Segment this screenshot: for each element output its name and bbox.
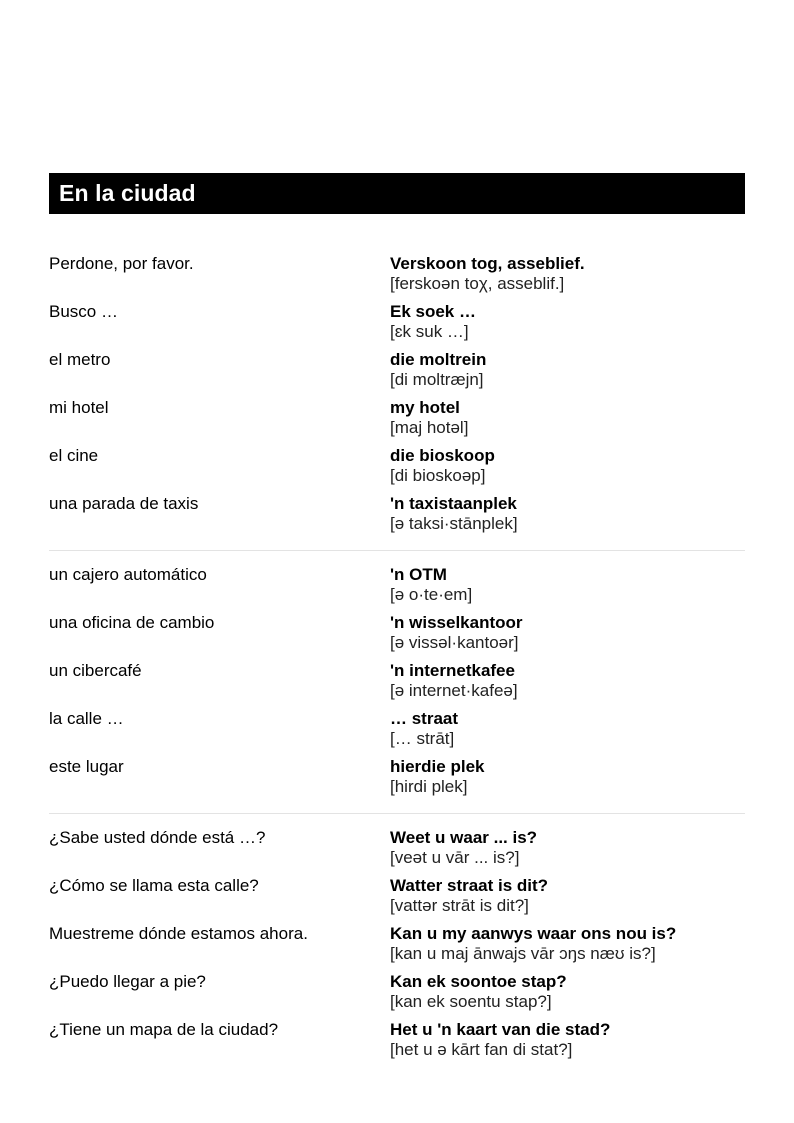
- phrase-row: [49, 350, 745, 398]
- spanish-phrase: el cine: [49, 446, 99, 465]
- phrase-row: [49, 254, 745, 302]
- spanish-phrase: un cibercafé: [49, 661, 142, 680]
- phrase-row: [49, 661, 745, 709]
- section-title-bar: [49, 173, 745, 214]
- phrase-row: [49, 398, 745, 446]
- phrase-section: [49, 254, 745, 550]
- afrikaans-phrase: Ek soek …: [390, 302, 476, 321]
- afrikaans-block: [390, 494, 745, 542]
- pronunciation: [vattər strāt is dit?]: [390, 896, 529, 915]
- pronunciation: [di bioskoəp]: [390, 466, 486, 485]
- pronunciation: [ə taksi·stānplek]: [390, 514, 518, 533]
- spanish-phrase: Perdone, por favor.: [49, 254, 194, 273]
- spanish-phrase: Busco …: [49, 302, 118, 321]
- afrikaans-block: [390, 254, 745, 302]
- spanish-phrase: ¿Cómo se llama esta calle?: [49, 876, 259, 895]
- afrikaans-phrase: hierdie plek: [390, 757, 485, 776]
- afrikaans-phrase: Verskoon tog, asseblief.: [390, 254, 585, 273]
- pronunciation: [ɛk suk …]: [390, 322, 469, 341]
- phrase-row: [49, 709, 745, 757]
- spanish-phrase: ¿Sabe usted dónde está …?: [49, 828, 266, 847]
- afrikaans-block: [390, 828, 745, 876]
- phrase-row: [49, 757, 745, 805]
- phrase-row: [49, 972, 745, 1020]
- afrikaans-phrase: my hotel: [390, 398, 460, 417]
- pronunciation: [ə o·te·em]: [390, 585, 473, 604]
- afrikaans-block: [390, 446, 745, 494]
- afrikaans-phrase: Weet u waar ... is?: [390, 828, 538, 847]
- phrase-section: [49, 813, 745, 1076]
- pronunciation: [ə vissəl·kantoər]: [390, 633, 519, 652]
- afrikaans-block: [390, 565, 745, 613]
- afrikaans-phrase: die moltrein: [390, 350, 487, 369]
- spanish-phrase: la calle …: [49, 709, 124, 728]
- phrase-row: [49, 302, 745, 350]
- afrikaans-block: [390, 350, 745, 398]
- afrikaans-phrase: Het u 'n kaart van die stad?: [390, 1020, 611, 1039]
- afrikaans-phrase: 'n internetkafee: [390, 661, 515, 680]
- spanish-phrase: una oficina de cambio: [49, 613, 215, 632]
- phrase-row: [49, 494, 745, 542]
- afrikaans-phrase: Watter straat is dit?: [390, 876, 549, 895]
- phrase-section: [49, 550, 745, 813]
- afrikaans-phrase: … straat: [390, 709, 459, 728]
- afrikaans-phrase: 'n wisselkantoor: [390, 613, 523, 632]
- pronunciation: [maj hotəl]: [390, 418, 469, 437]
- phrase-list: [49, 254, 745, 1076]
- afrikaans-block: [390, 924, 745, 972]
- phrase-row: [49, 1020, 745, 1068]
- afrikaans-block: [390, 661, 745, 709]
- pronunciation: [hirdi plek]: [390, 777, 468, 796]
- spanish-phrase: ¿Puedo llegar a pie?: [49, 972, 206, 991]
- afrikaans-phrase: 'n taxistaanplek: [390, 494, 517, 513]
- afrikaans-block: [390, 757, 745, 805]
- afrikaans-phrase: Kan u my aanwys waar ons nou is?: [390, 924, 677, 943]
- pronunciation: [ə internet·kafeə]: [390, 681, 518, 700]
- pronunciation: [kan u maj ānwajs vār ɔŋs næʊ is?]: [390, 944, 656, 963]
- spanish-phrase: una parada de taxis: [49, 494, 199, 513]
- spanish-phrase: el metro: [49, 350, 111, 369]
- afrikaans-phrase: 'n OTM: [390, 565, 447, 584]
- pronunciation: [kan ek soentu stap?]: [390, 992, 552, 1011]
- spanish-phrase: este lugar: [49, 757, 124, 776]
- spanish-phrase: mi hotel: [49, 398, 109, 417]
- afrikaans-block: [390, 613, 745, 661]
- pronunciation: [di moltræjn]: [390, 370, 484, 389]
- spanish-phrase: un cajero automático: [49, 565, 207, 584]
- afrikaans-block: [390, 398, 745, 446]
- page-title: En la ciudad: [59, 180, 196, 206]
- afrikaans-block: [390, 709, 745, 757]
- afrikaans-phrase: die bioskoop: [390, 446, 495, 465]
- phrase-row: [49, 565, 745, 613]
- phrase-row: [49, 924, 745, 972]
- pronunciation: [… strāt]: [390, 729, 455, 748]
- afrikaans-phrase: Kan ek soontoe stap?: [390, 972, 567, 991]
- phrase-row: [49, 446, 745, 494]
- pronunciation: [het u ə kārt fan di stat?]: [390, 1040, 573, 1059]
- phrase-row: [49, 828, 745, 876]
- afrikaans-block: [390, 1020, 745, 1068]
- afrikaans-block: [390, 876, 745, 924]
- phrase-row: [49, 613, 745, 661]
- afrikaans-block: [390, 972, 745, 1020]
- pronunciation: [veət u vār ... is?]: [390, 848, 520, 867]
- spanish-phrase: ¿Tiene un mapa de la ciudad?: [49, 1020, 279, 1039]
- spanish-phrase: Muestreme dónde estamos ahora.: [49, 924, 308, 943]
- pronunciation: [ferskoən toχ, asseblif.]: [390, 274, 565, 293]
- afrikaans-block: [390, 302, 745, 350]
- phrase-row: [49, 876, 745, 924]
